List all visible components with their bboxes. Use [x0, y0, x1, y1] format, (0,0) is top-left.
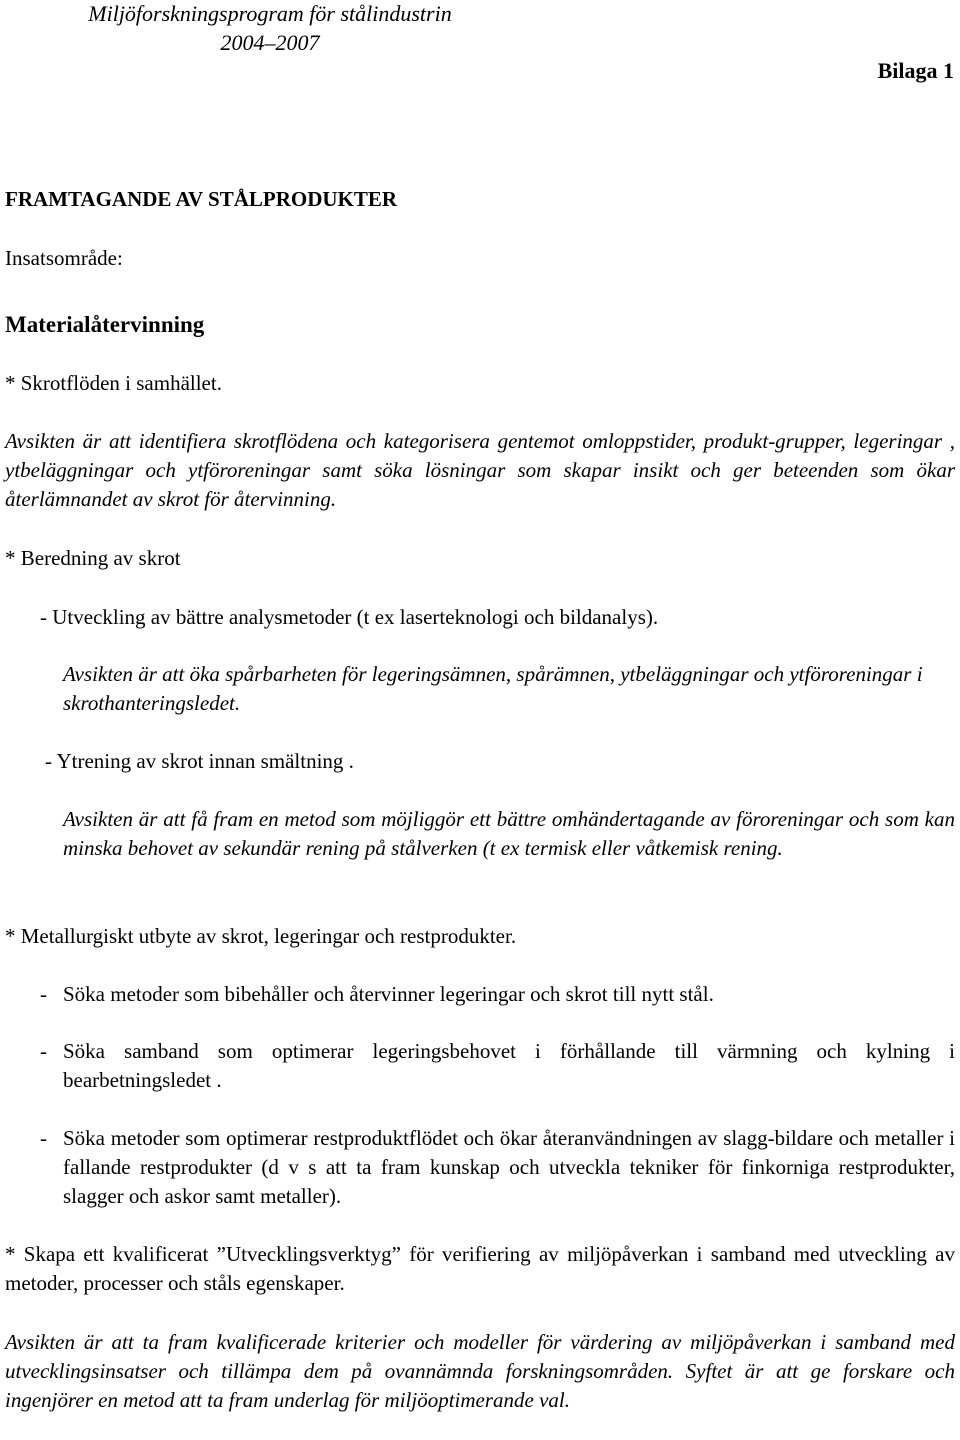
item-analysis-methods-desc: Avsikten är att öka spårbarheten för legeringsämnen, spårämnen, ytbeläggningar och ytföroreningar i skrothanteringsledet. [63, 662, 923, 715]
item-analysis-methods: - Utveckling av bättre analysmetoder (t ex laserteknologi och bildanalys). [40, 605, 659, 629]
section-dev-tool: * Skapa ett kvalificerat ”Utvecklingsverktyg” för verifiering av miljöpåverkan i samband med utveckling av metoder, processer och ståls egenskaper. [5, 1242, 955, 1295]
section-metallurgical-yield: * Metallurgiskt utbyte av skrot, legeringar och restprodukter. [5, 924, 517, 948]
dash-marker: - [40, 1039, 47, 1063]
item-residue-flow-text: Söka metoder som optimerar restproduktflödet och ökar återanvändningen av slagg-bildare och metaller i fallande restprodukter (d v s att ta fram kunskap och utveckla tekniker för finkorniga restprodukter, slagger och askor samt metaller). [63, 1126, 955, 1208]
dash-marker: - [40, 982, 47, 1006]
section-scrap-flows: * Skrotflöden i samhället. [5, 371, 222, 395]
item-alloy-optimization [40, 1037, 955, 1095]
section-scrap-flows-desc: Avsikten är att identifiera skrotflödena och kategorisera gentemot omloppstider, produkt-grupper, legeringar , ytbeläggningar och ytföroreningar samt söka lösningar som skapar insikt och ger beteenden som ökar återlämnandet av skrot för återvinning. [5, 429, 955, 511]
item-alloy-recovery [40, 980, 955, 1009]
section-dev-tool-desc: Avsikten är att ta fram kvalificerade kriterier och modeller för värdering av miljöpåverkan i samband med utvecklingsinsatser och tillämpa dem på ovannämnda forskningsområden. Syftet är att ge forskare och ingenjörer en metod att ta fram underlag för miljöoptimerande val. [5, 1330, 955, 1412]
header-years: 2004–2007 [220, 30, 320, 55]
dash-marker: - [40, 1126, 47, 1150]
item-alloy-recovery-text: Söka metoder som bibehåller och återvinner legeringar och skrot till nytt stål. [63, 982, 714, 1006]
item-alloy-optimization-text: Söka samband som optimerar legeringsbehovet i förhållande till värmning och kylning i bearbetningsledet . [63, 1039, 955, 1092]
area-title: Materialåtervinning [5, 312, 205, 337]
doc-title: FRAMTAGANDE AV STÅLPRODUKTER [5, 187, 398, 211]
item-surface-cleaning-desc: Avsikten är att få fram en metod som möjliggör ett bättre omhändertagande av föroreningar och som kan minska behovet av sekundär rening på stålverken (t ex termisk eller våtkemisk rening. [63, 807, 955, 860]
appendix-label: Bilaga 1 [877, 58, 954, 83]
item-residue-flow [40, 1124, 955, 1211]
section-scrap-prep: * Beredning av skrot [5, 546, 181, 570]
item-surface-cleaning: - Ytrening av skrot innan smältning . [45, 749, 354, 773]
header-program: Miljöforskningsprogram för stålindustrin [88, 1, 452, 26]
area-label: Insatsområde: [5, 246, 123, 270]
